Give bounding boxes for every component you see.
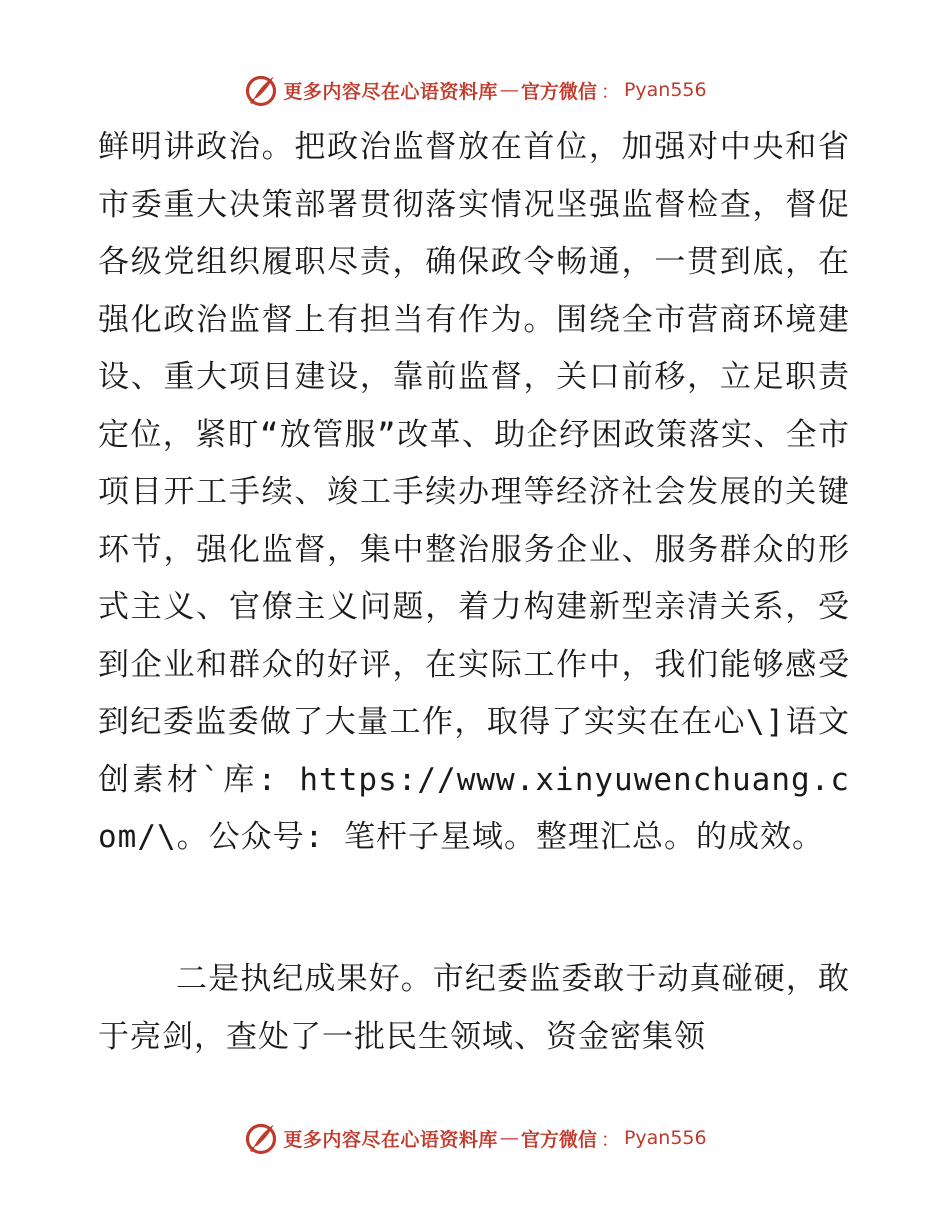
header-watermark <box>0 70 950 110</box>
banner-separator: — <box>499 1127 519 1149</box>
banner-separator: — <box>499 79 519 101</box>
quill-logo-icon <box>243 1120 279 1156</box>
site-name: 更多内容尽在心语资料库 <box>283 80 498 103</box>
quill-logo-icon <box>243 72 279 108</box>
site-name: 更多内容尽在心语资料库 <box>283 1128 498 1151</box>
official-label: 官方微信 <box>520 1128 597 1151</box>
banner-colon: ： <box>600 80 620 103</box>
footer-watermark <box>0 1118 950 1158</box>
wechat-id: Pyan556 <box>623 1127 707 1149</box>
banner-colon: ： <box>600 1128 620 1151</box>
official-label: 官方微信 <box>520 80 597 103</box>
paragraph-1: 鲜明讲政治。把政治监督放在首位，加强对中央和省市委重大决策部署贯彻落实情况坚强监督检查，督促各级党组织履职尽责，确保政令畅通，一贯到底，在强化政治监督上有担当有作为。围绕全市营商环境建设、重大项目建设，靠前监督，关口前移，立足职责定位，紧盯“放管服”改革、助企纾困政策落实、全市项目开工手续、竣工手续办理等经济社会发展的关键环节，强化监督，集中整治服务企业、服务群众的形式主义、官僚主义问题，着力构建新型亲清关系，受到企业和群众的好评，在实际工作中，我们能够感受到纪委监委做了大量工作，取得了实实在在心\]语文创素材`库: https://www.xinyuwenchuang.com/\。公众号: 笔杆子星域。整理汇总。的成效。 <box>98 129 850 855</box>
wechat-id: Pyan556 <box>623 79 707 101</box>
paragraph-2: 二是执纪成果好。市纪委监委敢于动真碰硬，敢于亮剑，查处了一批民生领域、资金密集领 <box>98 961 850 1055</box>
